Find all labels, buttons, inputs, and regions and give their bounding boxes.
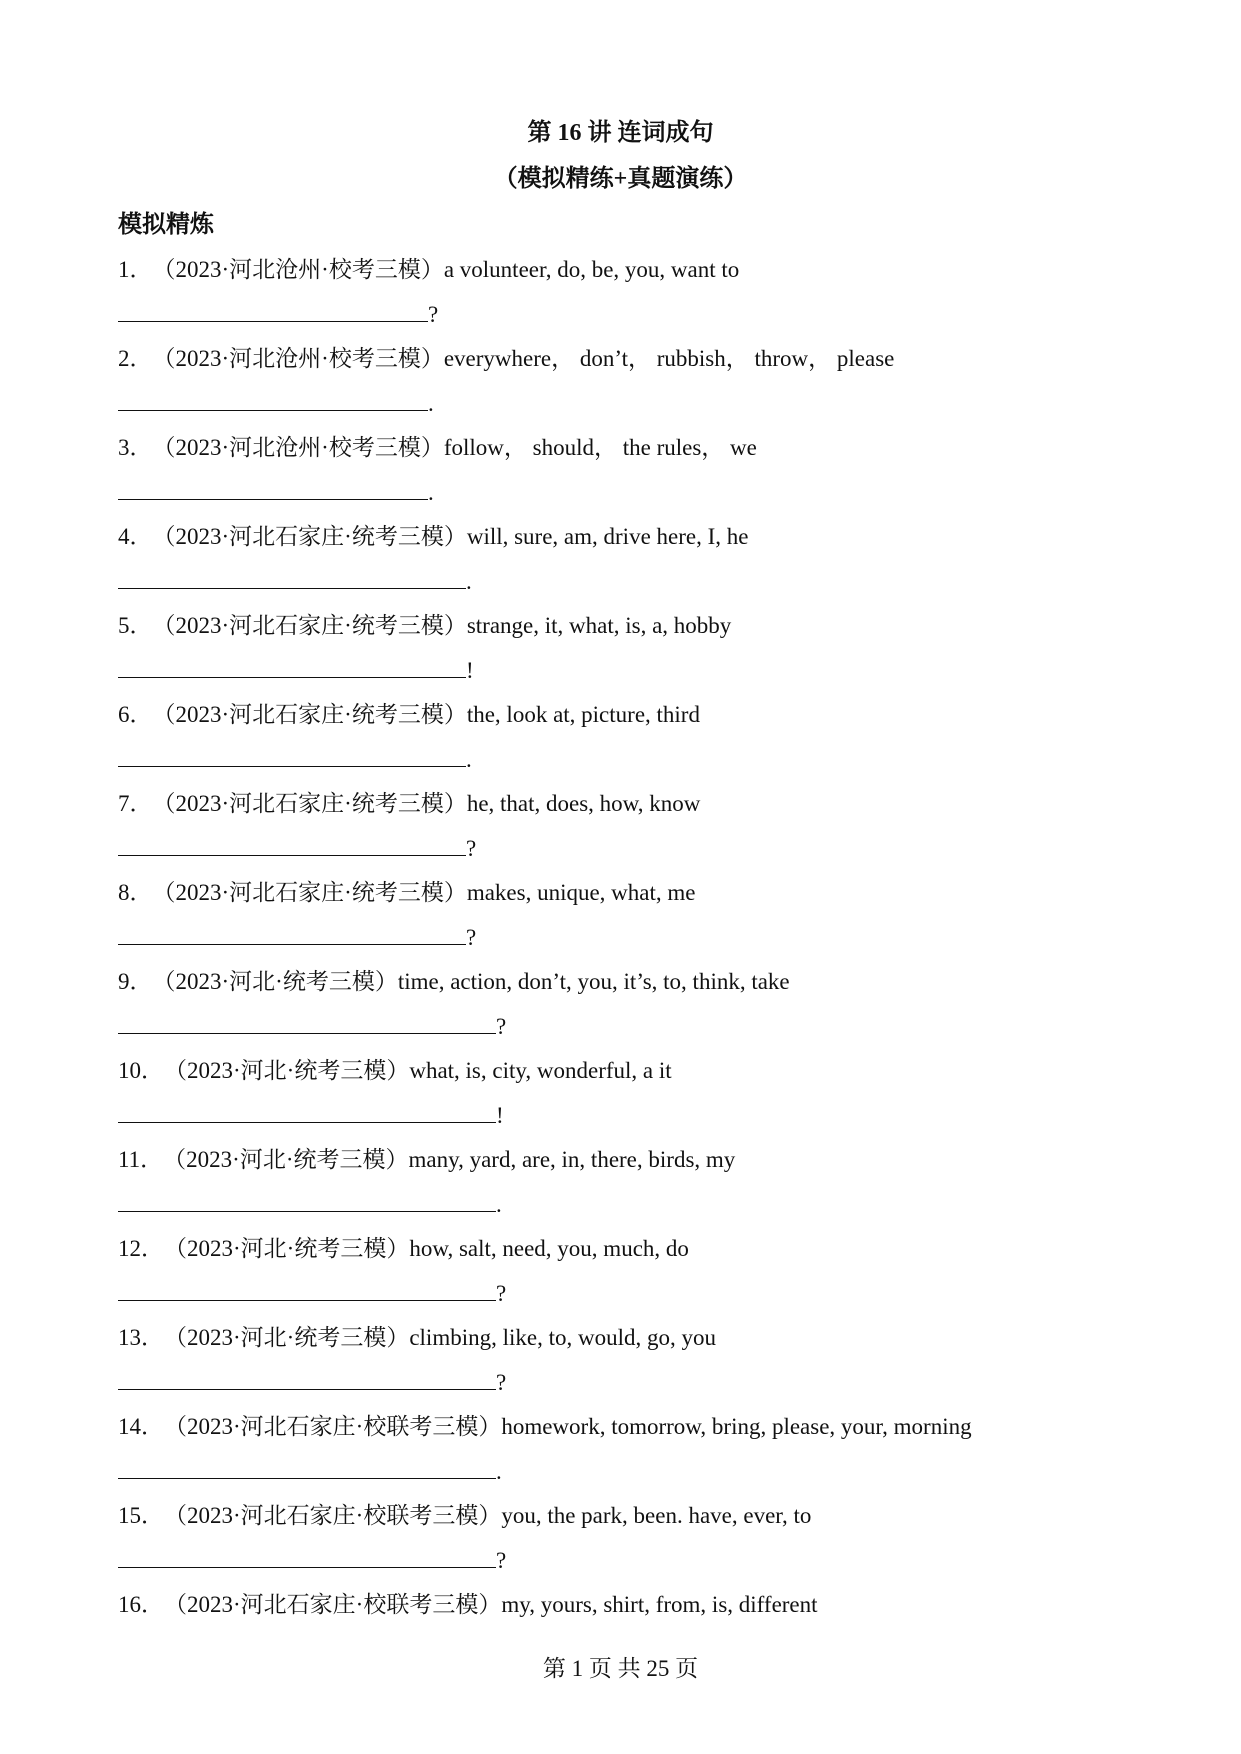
answer-blank[interactable] [118, 1100, 496, 1123]
question-source: （2023·河北石家庄·统考三模） [152, 791, 467, 816]
question-number: 3． [118, 435, 153, 460]
answer-line [118, 1189, 502, 1220]
question-source: （2023·河北石家庄·统考三模） [152, 702, 467, 727]
question-words: you, the park, been. have, ever, to [501, 1503, 812, 1528]
question-source: （2023·河北石家庄·统考三模） [152, 524, 467, 549]
question-number: 7． [118, 791, 153, 816]
question-prompt [118, 1412, 972, 1442]
question-source: （2023·河北沧州·校考三模） [152, 346, 444, 371]
end-punctuation: ! [466, 658, 474, 683]
question-words: climbing, like, to, would, go, you [409, 1325, 716, 1350]
question-words: follow， should， the rules， we [443, 435, 757, 460]
question-words: homework, tomorrow, bring, please, your, morning [501, 1414, 972, 1439]
question-source: （2023·河北·统考三模） [164, 1236, 410, 1261]
answer-blank[interactable] [118, 566, 466, 589]
answer-line [118, 1456, 502, 1487]
answer-line [118, 1278, 506, 1309]
question-source: （2023·河北沧州·校考三模） [152, 435, 444, 460]
question-words: how, salt, need, you, much, do [409, 1236, 689, 1261]
question-number: 10． [118, 1058, 164, 1083]
question-words: everywhere， don’t， rubbish， throw， please [443, 346, 895, 371]
question-prompt [118, 433, 757, 463]
question-words: a volunteer, do, be, you, want to [443, 257, 740, 282]
question-source: （2023·河北石家庄·校联考三模） [164, 1592, 502, 1617]
answer-line [118, 655, 474, 686]
question-source: （2023·河北·统考三模） [164, 1325, 410, 1350]
answer-line [118, 477, 434, 508]
question-words: he, that, does, how, know [466, 791, 701, 816]
question-number: 15． [118, 1503, 164, 1528]
question-number: 14． [118, 1414, 164, 1439]
end-punctuation: . [466, 747, 472, 772]
question-number: 8． [118, 880, 153, 905]
end-punctuation: ? [466, 836, 477, 861]
section-heading: 模拟精炼 [118, 212, 214, 238]
question-source: （2023·河北·统考三模） [163, 1147, 409, 1172]
answer-blank[interactable] [118, 388, 428, 411]
question-number: 4． [118, 524, 153, 549]
answer-line [118, 744, 472, 775]
answer-line [118, 1011, 506, 1042]
end-punctuation: ? [466, 925, 477, 950]
question-number: 6． [118, 702, 153, 727]
question-words: my, yours, shirt, from, is, different [501, 1592, 818, 1617]
question-prompt [118, 967, 790, 997]
end-punctuation: . [428, 391, 434, 416]
question-number: 5． [118, 613, 153, 638]
question-prompt [118, 878, 696, 908]
end-punctuation: ? [496, 1281, 507, 1306]
question-number: 2． [118, 346, 153, 371]
answer-blank[interactable] [118, 1189, 496, 1212]
question-source: （2023·河北·统考三模） [152, 969, 398, 994]
question-number: 1． [118, 257, 153, 282]
question-prompt [118, 1056, 672, 1086]
end-punctuation: ? [496, 1370, 507, 1395]
question-words: time, action, don’t, you, it’s, to, think, take [397, 969, 790, 994]
answer-line [118, 566, 472, 597]
answer-blank[interactable] [118, 299, 428, 322]
answer-blank[interactable] [118, 477, 428, 500]
question-words: makes, unique, what, me [466, 880, 696, 905]
page-subtitle: （模拟精练+真题演练） [493, 166, 748, 192]
question-words: what, is, city, wonderful, a it [409, 1058, 672, 1083]
question-prompt [118, 255, 739, 285]
question-prompt [118, 1145, 735, 1175]
question-prompt [118, 1590, 818, 1620]
answer-line [118, 1100, 504, 1131]
answer-blank[interactable] [118, 1367, 496, 1390]
page-title: 第 16 讲 连词成句 [527, 120, 714, 146]
question-number: 9． [118, 969, 153, 994]
question-number: 12． [118, 1236, 164, 1261]
question-source: （2023·河北沧州·校考三模） [152, 257, 444, 282]
question-prompt [118, 1501, 811, 1531]
end-punctuation: . [428, 480, 434, 505]
end-punctuation: ? [428, 302, 439, 327]
end-punctuation: ! [496, 1103, 504, 1128]
end-punctuation: . [466, 569, 472, 594]
question-prompt [118, 522, 748, 552]
question-number: 16． [118, 1592, 164, 1617]
answer-line [118, 833, 476, 864]
question-source: （2023·河北·统考三模） [164, 1058, 410, 1083]
answer-blank[interactable] [118, 833, 466, 856]
end-punctuation: ? [496, 1548, 507, 1573]
question-prompt [118, 611, 731, 641]
question-source: （2023·河北石家庄·统考三模） [152, 613, 467, 638]
answer-blank[interactable] [118, 922, 466, 945]
question-prompt [118, 1234, 689, 1264]
answer-blank[interactable] [118, 744, 466, 767]
question-source: （2023·河北石家庄·校联考三模） [164, 1503, 502, 1528]
answer-blank[interactable] [118, 1545, 496, 1568]
answer-line [118, 299, 438, 330]
end-punctuation: ? [496, 1014, 507, 1039]
answer-blank[interactable] [118, 1011, 496, 1034]
answer-blank[interactable] [118, 1278, 496, 1301]
answer-line [118, 922, 476, 953]
question-words: strange, it, what, is, a, hobby [466, 613, 732, 638]
question-prompt [118, 1323, 716, 1353]
question-prompt [118, 700, 700, 730]
answer-line [118, 1545, 506, 1576]
answer-line [118, 388, 434, 419]
question-words: the, look at, picture, third [466, 702, 700, 727]
question-number: 13． [118, 1325, 164, 1350]
answer-line [118, 1367, 506, 1398]
end-punctuation: . [496, 1192, 502, 1217]
question-source: （2023·河北石家庄·统考三模） [152, 880, 467, 905]
question-words: many, yard, are, in, there, birds, my [408, 1147, 736, 1172]
question-words: will, sure, am, drive here, I, he [466, 524, 749, 549]
question-prompt [118, 789, 700, 819]
question-source: （2023·河北石家庄·校联考三模） [164, 1414, 502, 1439]
question-prompt [118, 344, 894, 374]
page-footer: 第 1 页 共 25 页 [542, 1656, 699, 1681]
answer-blank[interactable] [118, 1456, 496, 1479]
end-punctuation: . [496, 1459, 502, 1484]
answer-blank[interactable] [118, 655, 466, 678]
question-number: 11． [118, 1147, 164, 1172]
